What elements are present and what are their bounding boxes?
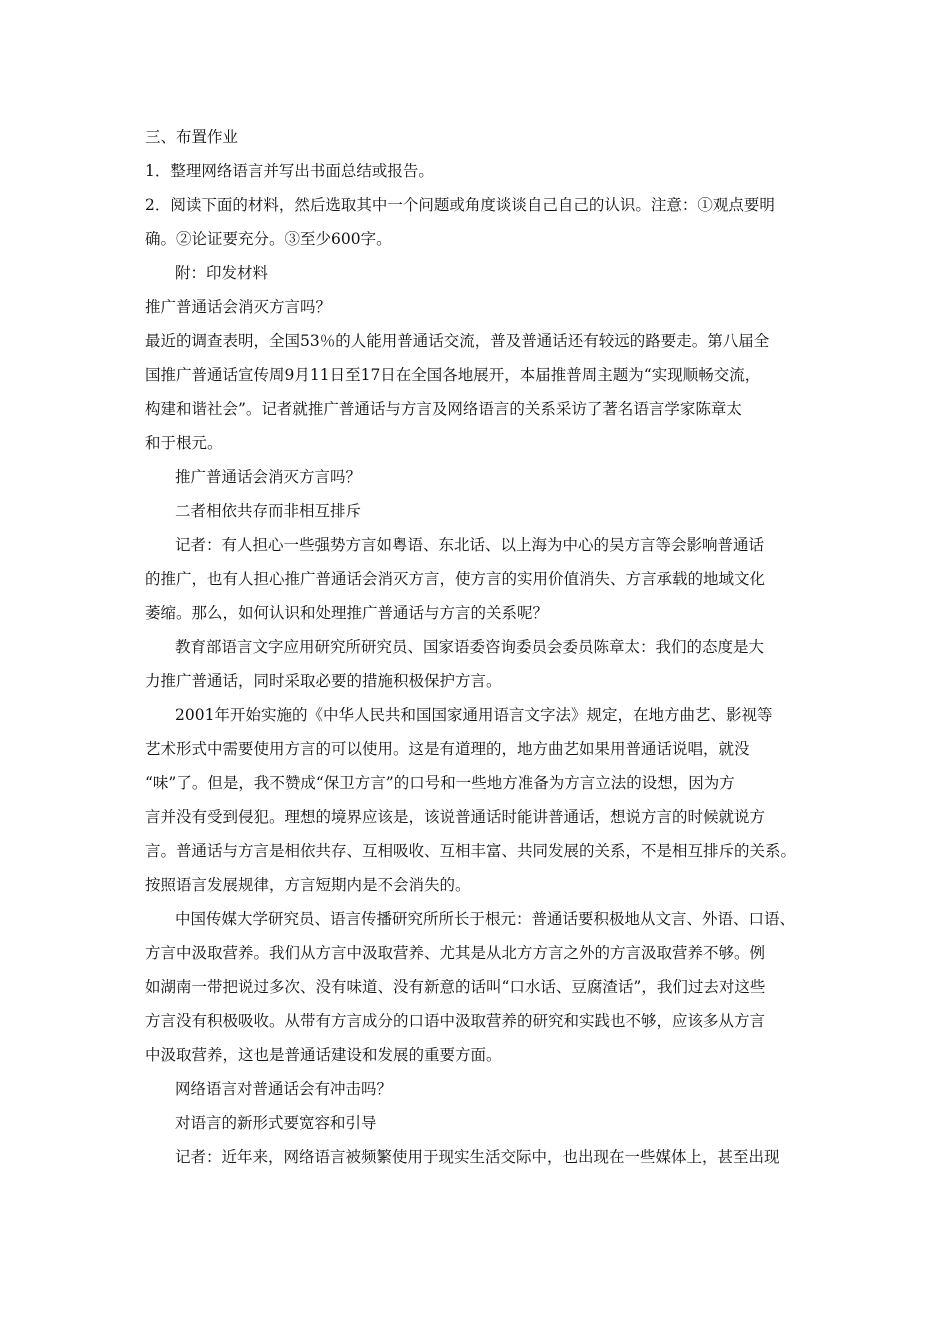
article-text-line: 艺术形式中需要使用方言的可以使用。这是有道理的，地方曲艺如果用普通话说唱，就没 xyxy=(145,740,750,758)
article-text-line: 方言中汲取营养。我们从方言中汲取营养、尤其是从北方方言之外的方言汲取营养不够。例 xyxy=(145,944,766,962)
article-text-line: 力推广普通话，同时采取必要的措施积极保护方言。 xyxy=(145,672,502,690)
article-text-line: “味”了。但是，我不赞成“保卫方言”的口号和一些地方准备为方言立法的设想，因为方 xyxy=(145,774,735,792)
article-text-line: 构建和谐社会”。记者就推广普通话与方言及网络语言的关系采访了著名语言学家陈章太 xyxy=(145,400,742,418)
article-title: 推广普通话会消灭方言吗？ xyxy=(145,298,332,316)
article-text-line: 中汲取营养，这也是普通话建设和发展的重要方面。 xyxy=(145,1046,502,1064)
section-subtitle: 对语言的新形式要宽容和引导 xyxy=(175,1114,377,1132)
article-text-line: 和于根元。 xyxy=(145,434,223,452)
article-text-line: 方言没有积极吸收。从带有方言成分的口语中汲取营养的研究和实践也不够，应该多从方言 xyxy=(145,1012,766,1030)
article-text-line: 教育部语言文字应用研究所研究员、国家语委咨询委员会委员陈章太：我们的态度是大 xyxy=(175,638,765,656)
article-text-line: 记者：近年来，网络语言被频繁使用于现实生活交际中，也出现在一些媒体上，甚至出现 xyxy=(175,1148,780,1166)
article-text-line: 如湖南一带把说过多次、没有味道、没有新意的话叫“口水话、豆腐渣话”，我们过去对这些 xyxy=(145,978,766,996)
article-text-line: 2001年开始实施的《中华人民共和国国家通用语言文字法》规定，在地方曲艺、影视等 xyxy=(175,706,773,724)
section-title: 推广普通话会消灭方言吗？ xyxy=(175,468,362,486)
section-heading: 三、布置作业 xyxy=(145,128,239,146)
article-text-line: 言。普通话与方言是相依共存、互相吸收、互相丰富、共同发展的关系，不是相互排斥的关系。 xyxy=(145,842,797,860)
article-text-line: 的推广，也有人担心推广普通话会消灭方言，使方言的实用价值消失、方言承载的地域文化 xyxy=(145,570,766,588)
article-text-line: 中国传媒大学研究员、语言传播研究所所长于根元：普通话要积极地从文言、外语、口语、 xyxy=(175,910,796,928)
article-text-line: 言并没有受到侵犯。理想的境界应该是，该说普通话时能讲普通话，想说方言的时候就说方 xyxy=(145,808,766,826)
assignment-item-2-cont: 确。②论证要充分。③至少600字。 xyxy=(145,230,392,248)
article-text-line: 萎缩。那么，如何认识和处理推广普通话与方言的关系呢？ xyxy=(145,604,549,622)
article-text-line: 按照语言发展规律，方言短期内是不会消失的。 xyxy=(145,876,471,894)
section-subtitle: 二者相依共存而非相互排斥 xyxy=(175,502,362,520)
assignment-item-2: 2．阅读下面的材料，然后选取其中一个问题或角度谈谈自己自己的认识。注意：①观点要明 xyxy=(145,196,775,214)
article-text-line: 记者：有人担心一些强势方言如粤语、东北话、以上海为中心的吴方言等会影响普通话 xyxy=(175,536,765,554)
article-text-line: 最近的调查表明，全国53％的人能用普通话交流，普及普通话还有较远的路要走。第八届全 xyxy=(145,332,770,350)
article-text-line: 国推广普通话宣传周9月11日至17日在全国各地展开，本届推普周主题为“实现顺畅交流， xyxy=(145,366,761,384)
assignment-item-1: 1．整理网络语言并写出书面总结或报告。 xyxy=(145,162,434,180)
section-title: 网络语言对普通话会有冲击吗？ xyxy=(175,1080,393,1098)
appendix-label: 附：印发材料 xyxy=(175,264,269,282)
